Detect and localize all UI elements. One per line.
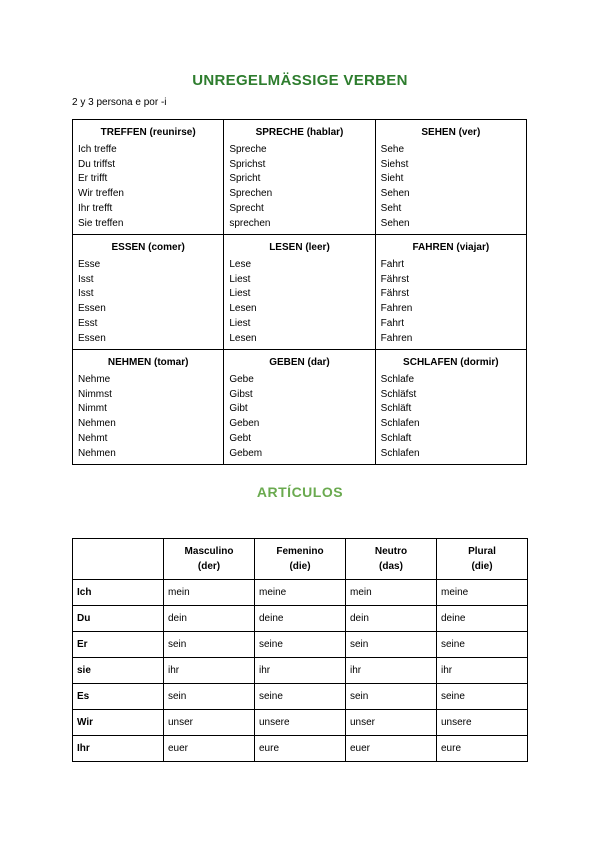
verb-header: FAHREN (viajar) <box>412 242 490 253</box>
verb-form: Schlaft <box>380 432 412 444</box>
pronoun-cell: Es <box>73 684 164 710</box>
subtitle: 2 y 3 persona e por -i <box>72 97 167 108</box>
column-header <box>164 539 255 580</box>
verb-form: Sehe <box>380 143 405 155</box>
verb-form: Esse <box>78 258 101 270</box>
table-cell: ihr <box>346 658 437 684</box>
table-cell: euer <box>346 736 437 762</box>
verb-form: Sprecht <box>229 202 264 214</box>
table-cell: meine <box>437 580 528 606</box>
table-cell: unser <box>346 710 437 736</box>
verb-form: Sehen <box>380 217 410 229</box>
verb-form: Sehen <box>380 188 410 200</box>
verb-cell <box>73 235 224 350</box>
pronoun-cell: Wir <box>73 710 164 736</box>
table-cell: deine <box>255 606 346 632</box>
verb-header: SCHLAFEN (dormir) <box>403 357 499 368</box>
column-name: Plural <box>468 546 496 557</box>
verb-form: Nehmen <box>78 418 116 430</box>
verb-header: NEHMEN (tomar) <box>107 357 189 368</box>
verb-form: Schlafen <box>380 447 420 459</box>
verb-row <box>73 350 527 465</box>
verb-form: Nehmen <box>78 447 116 459</box>
verb-form: Isst <box>78 288 94 300</box>
table-cell: sein <box>346 632 437 658</box>
table-cell: sein <box>164 684 255 710</box>
page-title: UNREGELMÄSSIGE VERBEN <box>192 72 408 89</box>
verb-form: Fährst <box>380 273 409 285</box>
table-cell: eure <box>255 736 346 762</box>
table-cell: unsere <box>437 710 528 736</box>
articles-header-row <box>73 539 528 580</box>
table-cell: mein <box>164 580 255 606</box>
verb-form: Liest <box>229 273 251 285</box>
table-cell: mein <box>346 580 437 606</box>
verb-form: Du triffst <box>78 158 116 170</box>
verb-header: LESEN (leer) <box>269 242 330 253</box>
table-cell: sein <box>346 684 437 710</box>
verb-form: Ihr trefft <box>78 202 113 214</box>
verb-form: Nimmt <box>78 403 107 415</box>
table-cell: meine <box>255 580 346 606</box>
column-name: Femenino <box>276 546 324 557</box>
table-cell: seine <box>255 684 346 710</box>
verb-form: Geben <box>229 418 260 430</box>
verb-cell <box>375 350 526 465</box>
verb-form: Ich treffe <box>78 143 117 155</box>
verb-form: Fahrt <box>380 317 404 329</box>
verb-form: Spreche <box>229 143 267 155</box>
irregular-verbs-table <box>72 119 527 465</box>
table-row <box>73 632 528 658</box>
table-cell: unsere <box>255 710 346 736</box>
table-row <box>73 710 528 736</box>
verb-cell <box>375 235 526 350</box>
column-name: Masculino <box>184 546 234 557</box>
verb-form: Gebe <box>229 373 254 385</box>
verb-row <box>73 120 527 235</box>
column-article: (das) <box>379 561 403 572</box>
table-cell: ihr <box>437 658 528 684</box>
table-cell: seine <box>255 632 346 658</box>
verb-form: Fahren <box>380 332 413 344</box>
verb-form: Sie treffen <box>78 217 124 229</box>
verb-form: Schlafen <box>380 418 420 430</box>
column-article: (der) <box>197 561 221 572</box>
table-cell: euer <box>164 736 255 762</box>
table-row <box>73 580 528 606</box>
verb-form: Essen <box>78 303 106 315</box>
table-cell: eure <box>437 736 528 762</box>
column-header <box>346 539 437 580</box>
verb-form: Liest <box>229 317 251 329</box>
column-name: Neutro <box>374 546 408 557</box>
column-article: (die) <box>289 561 311 572</box>
verb-form: Schlafe <box>380 373 415 385</box>
verb-form: Essen <box>78 332 106 344</box>
verb-row <box>73 235 527 350</box>
verb-form: Gebem <box>229 447 263 459</box>
verb-header: SEHEN (ver) <box>421 127 481 138</box>
verb-form: Gebt <box>229 432 252 444</box>
table-cell: unser <box>164 710 255 736</box>
table-cell: deine <box>437 606 528 632</box>
verb-cell <box>224 120 375 235</box>
table-cell: sein <box>164 632 255 658</box>
verb-form: Sprichst <box>229 158 266 170</box>
pronoun-cell: sie <box>73 658 164 684</box>
column-article: (die) <box>471 561 493 572</box>
pronoun-cell: Ihr <box>73 736 164 762</box>
verb-form: Schläft <box>380 403 412 415</box>
column-header <box>437 539 528 580</box>
articles-table <box>72 538 528 762</box>
table-row <box>73 658 528 684</box>
header-blank <box>73 539 164 580</box>
verb-form: Lesen <box>229 303 257 315</box>
table-cell: seine <box>437 632 528 658</box>
verb-form: Gibt <box>229 403 248 415</box>
verb-form: Fährst <box>380 288 409 300</box>
verb-form: Siehst <box>380 158 409 170</box>
pronoun-cell: Du <box>73 606 164 632</box>
verb-cell <box>375 120 526 235</box>
table-cell: dein <box>164 606 255 632</box>
verb-cell <box>73 350 224 465</box>
verb-form: Liest <box>229 288 251 300</box>
verb-cell <box>224 350 375 465</box>
verb-form: Er trifft <box>78 173 108 185</box>
verb-form: Lese <box>229 258 252 270</box>
verb-form: Fahren <box>380 303 413 315</box>
verb-form: Spricht <box>229 173 261 185</box>
verb-header: GEBEN (dar) <box>269 357 330 368</box>
verb-form: Wir treffen <box>78 188 124 200</box>
table-row <box>73 736 528 762</box>
verb-form: Sieht <box>380 173 404 185</box>
column-header <box>255 539 346 580</box>
verb-form: Gibst <box>229 388 253 400</box>
table-cell: ihr <box>164 658 255 684</box>
verb-form: Schläfst <box>380 388 417 400</box>
table-cell: ihr <box>255 658 346 684</box>
table-row <box>73 606 528 632</box>
articles-title: ARTÍCULOS <box>256 484 344 500</box>
verb-header: SPRECHE (hablar) <box>255 127 344 138</box>
verb-form: Fahrt <box>380 258 404 270</box>
verb-header: ESSEN (comer) <box>111 242 185 253</box>
verb-form: Nehme <box>78 373 111 385</box>
table-row <box>73 684 528 710</box>
verb-form: Esst <box>78 317 98 329</box>
verb-form: Lesen <box>229 332 257 344</box>
verb-cell <box>224 235 375 350</box>
pronoun-cell: Ich <box>73 580 164 606</box>
table-cell: seine <box>437 684 528 710</box>
verb-form: Nimmst <box>78 388 112 400</box>
verb-form: Seht <box>380 202 402 214</box>
verb-header: TREFFEN (reunirse) <box>100 127 196 138</box>
verb-form: Sprechen <box>229 188 273 200</box>
verb-form: sprechen <box>229 217 271 229</box>
verb-form: Isst <box>78 273 94 285</box>
pronoun-cell: Er <box>73 632 164 658</box>
verb-cell <box>73 120 224 235</box>
verb-form: Nehmt <box>78 432 108 444</box>
table-cell: dein <box>346 606 437 632</box>
